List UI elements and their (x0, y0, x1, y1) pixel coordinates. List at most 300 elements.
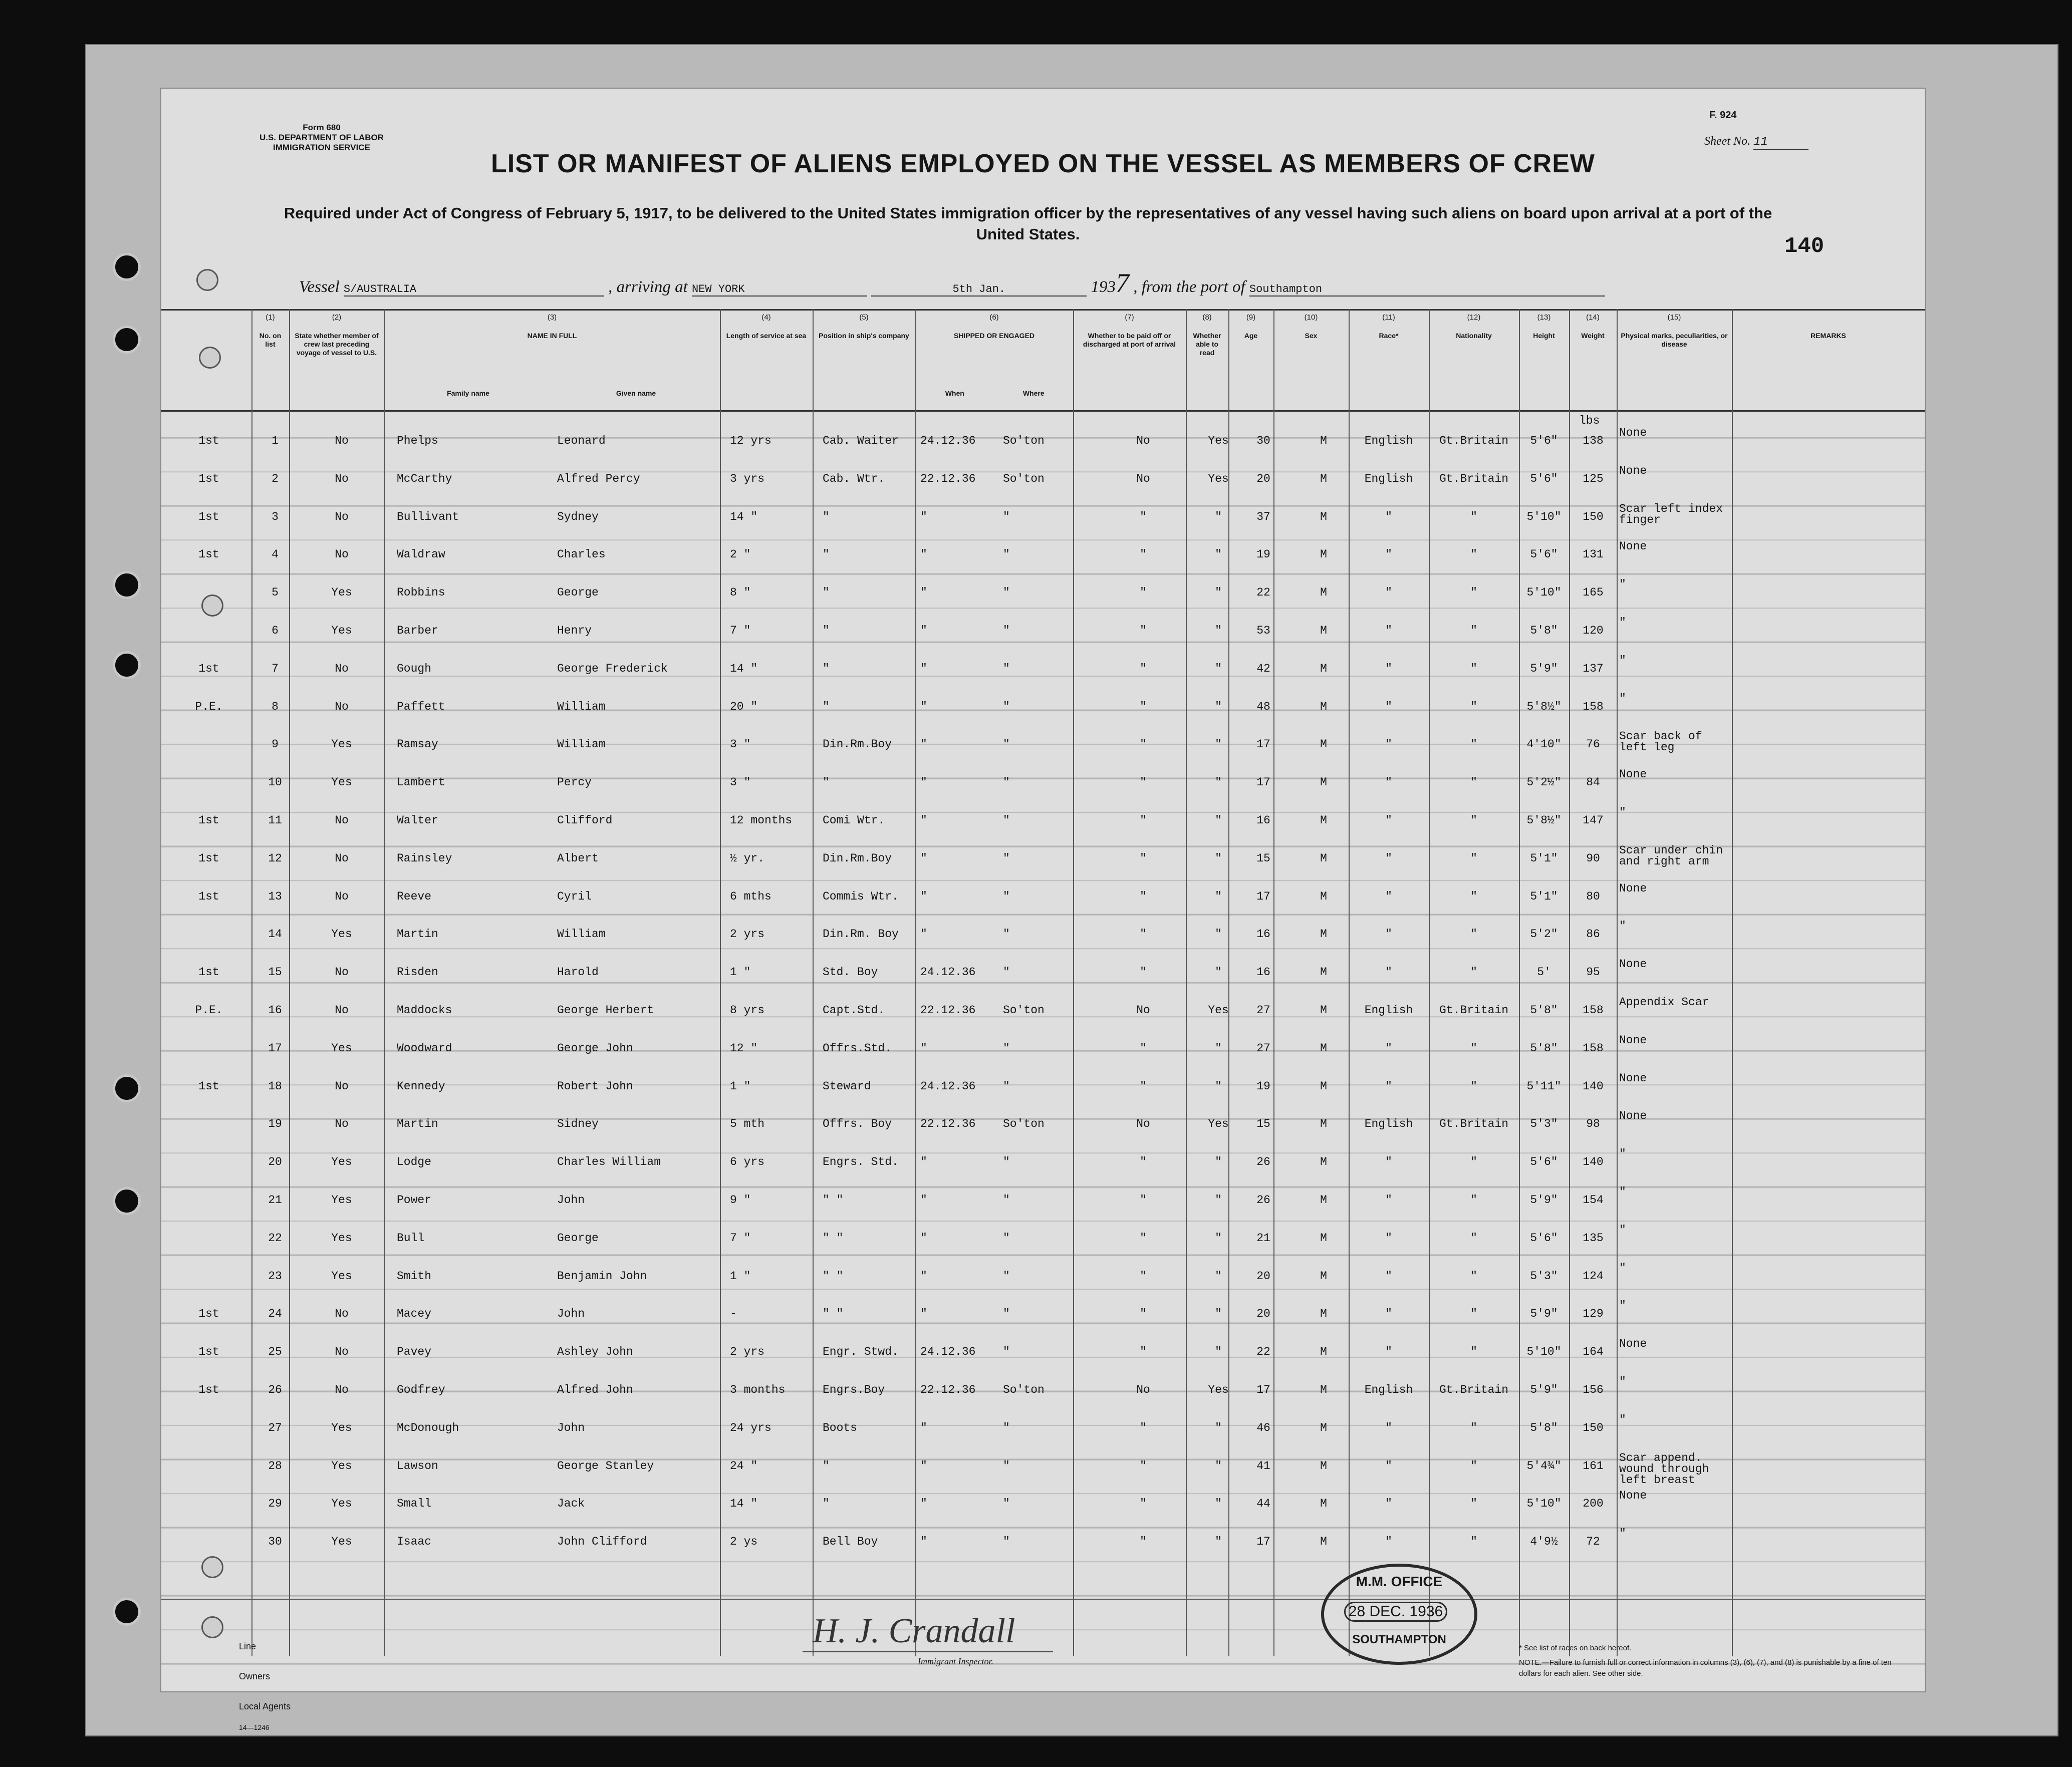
cell-race: " (1385, 1345, 1392, 1359)
cell-marks: Scar under chin and right arm (1619, 843, 1723, 868)
column-number: (13) (1537, 313, 1551, 322)
cell-family: Smith (397, 1269, 432, 1283)
cell-service: 7 " (730, 1231, 751, 1245)
cell-sex: M (1320, 586, 1327, 600)
cell-paid: " (1140, 1421, 1147, 1434)
cell-age: 26 (1256, 1194, 1270, 1207)
cell-sex: M (1320, 662, 1327, 675)
vessel-label: Vessel (299, 278, 340, 296)
cell-marks: None (1619, 1337, 1647, 1351)
cell-when: " (920, 1421, 927, 1434)
page-number: 140 (1784, 234, 1825, 259)
cell-when: " (920, 738, 927, 751)
cell-mark: 1st (198, 510, 219, 523)
column-subheader: Given name (616, 389, 656, 397)
cell-where: So'ton (1003, 434, 1045, 447)
cell-race: English (1364, 472, 1413, 485)
table-row (161, 1106, 1925, 1144)
cell-service: 6 yrs (730, 1155, 765, 1169)
cell-race: " (1385, 966, 1392, 979)
inspector-signature: H. J. Crandall (813, 1612, 1015, 1650)
cell-paid: " (1140, 548, 1147, 561)
cell-marks: Appendix Scar (1619, 996, 1709, 1009)
cell-service: 14 " (730, 1497, 758, 1511)
cell-height: 5' (1537, 966, 1551, 979)
column-number: (9) (1246, 313, 1256, 322)
cell-no: 16 (268, 1004, 282, 1017)
cell-family: Bull (397, 1231, 425, 1245)
cell-service: 1 " (730, 1269, 751, 1283)
cell-height: 5'9" (1530, 1194, 1558, 1207)
cell-position: " (823, 662, 830, 675)
cell-read: " (1215, 1269, 1222, 1283)
cell-age: 19 (1256, 1079, 1270, 1093)
cell-weight: 76 (1586, 738, 1600, 751)
cell-where: " (1003, 966, 1010, 979)
cell-nat: " (1470, 1231, 1477, 1245)
cell-height: 5'9" (1530, 662, 1558, 675)
cell-mark: 1st (198, 1383, 219, 1396)
cell-sex: M (1320, 1383, 1327, 1396)
cell-family: Gough (397, 662, 432, 675)
cell-when: " (920, 1194, 927, 1207)
cell-sex: M (1320, 738, 1327, 751)
cell-no: 11 (268, 814, 282, 827)
table-row (161, 1448, 1925, 1487)
column-number: (3) (547, 313, 557, 322)
form-number: F. 924 (1709, 110, 1737, 121)
cell-weight: 120 (1583, 624, 1604, 637)
cell-marks: None (1619, 1109, 1647, 1123)
column-number: (12) (1467, 313, 1481, 322)
column-number: (5) (859, 313, 869, 322)
cell-prev: Yes (331, 1194, 352, 1207)
cell-read: " (1215, 1079, 1222, 1093)
cell-weight: 158 (1583, 700, 1604, 713)
cell-when: " (920, 1041, 927, 1055)
cell-when: " (920, 1269, 927, 1283)
cell-family: Lawson (397, 1459, 438, 1472)
cell-paid: " (1140, 928, 1147, 941)
cell-marks: " (1619, 806, 1626, 819)
cell-height: 5'8" (1530, 1004, 1558, 1017)
cell-service: 2 yrs (730, 1345, 765, 1359)
cell-age: 17 (1256, 1383, 1270, 1396)
cell-nat: " (1470, 700, 1477, 713)
cell-marks: " (1619, 692, 1626, 705)
cell-height: 5'6" (1530, 1231, 1558, 1245)
cell-sex: M (1320, 1117, 1327, 1131)
cell-paid: " (1140, 1041, 1147, 1055)
cell-age: 46 (1256, 1421, 1270, 1434)
cell-when: 24.12.36 (920, 1345, 976, 1359)
cell-nat: " (1470, 662, 1477, 675)
cell-given: Robert John (557, 1079, 633, 1093)
cell-marks: Scar left index finger (1619, 502, 1723, 526)
footer-rule (161, 1599, 1925, 1600)
cell-sex: M (1320, 510, 1327, 523)
cell-service: 1 " (730, 1079, 751, 1093)
cell-mark: 1st (198, 434, 219, 447)
column-number: (8) (1202, 313, 1212, 322)
binder-hole (113, 326, 141, 354)
column-header: Sex (1305, 332, 1318, 340)
table-row (161, 727, 1925, 765)
column-number: (11) (1382, 313, 1395, 322)
cell-family: Lambert (397, 776, 445, 789)
cell-race: " (1385, 1459, 1392, 1472)
cell-given: William (557, 928, 606, 941)
cell-given: Alfred Percy (557, 472, 640, 485)
cell-race: " (1385, 1041, 1392, 1055)
cell-marks: Scar append. wound through left breast (1619, 1451, 1709, 1487)
cell-weight: 158 (1583, 1041, 1604, 1055)
column-header: NAME IN FULL (527, 332, 577, 340)
cell-race: " (1385, 1421, 1392, 1434)
table-row (161, 803, 1925, 841)
cell-height: 5'8" (1530, 1041, 1558, 1055)
cell-service: ½ yr. (730, 851, 765, 865)
cell-where: So'ton (1003, 1383, 1045, 1396)
cell-paid: " (1140, 1231, 1147, 1245)
cell-no: 21 (268, 1194, 282, 1207)
voyage-line (299, 267, 1605, 299)
cell-paid: No (1136, 1117, 1150, 1131)
cell-mark: 1st (198, 548, 219, 561)
cell-weight: 137 (1583, 662, 1604, 675)
cell-prev: Yes (331, 586, 352, 600)
cell-where: " (1003, 586, 1010, 600)
cell-height: 5'6" (1530, 472, 1558, 485)
cell-marks: " (1619, 1299, 1626, 1313)
cell-sex: M (1320, 548, 1327, 561)
cell-race: " (1385, 1307, 1392, 1321)
cell-no: 28 (268, 1459, 282, 1472)
cell-family: Small (397, 1497, 432, 1511)
cell-given: Charles (557, 548, 606, 561)
cell-given: Sydney (557, 510, 599, 523)
cell-given: Ashley John (557, 1345, 633, 1359)
cell-family: Macey (397, 1307, 432, 1321)
cell-given: Clifford (557, 814, 613, 827)
cell-weight: 125 (1583, 472, 1604, 485)
cell-prev: Yes (331, 1497, 352, 1511)
cell-where: " (1003, 700, 1010, 713)
cell-service: - (730, 1307, 737, 1321)
table-row (161, 461, 1925, 499)
cell-race: " (1385, 510, 1392, 523)
cell-family: McCarthy (397, 472, 452, 485)
cell-read: " (1215, 1497, 1222, 1511)
cell-weight: 90 (1586, 851, 1600, 865)
cell-given: Cyril (557, 890, 592, 903)
cell-service: 14 " (730, 662, 758, 675)
cell-weight: 98 (1586, 1117, 1600, 1131)
page-title: LIST OR MANIFEST OF ALIENS EMPLOYED ON THE VESSEL AS MEMBERS OF CREW (491, 149, 1595, 178)
cell-weight: 95 (1586, 966, 1600, 979)
column-header: No. on list (259, 332, 282, 348)
cell-position: " (823, 1459, 830, 1472)
cell-nat: " (1470, 776, 1477, 789)
cell-read: " (1215, 662, 1222, 675)
table-row (161, 1296, 1925, 1334)
cell-age: 41 (1256, 1459, 1270, 1472)
cell-position: Steward (823, 1079, 871, 1093)
cell-weight: 156 (1583, 1383, 1604, 1396)
cell-paid: " (1140, 1307, 1147, 1321)
cell-height: 5'1" (1530, 890, 1558, 903)
cell-prev: Yes (331, 928, 352, 941)
cell-race: English (1364, 1383, 1413, 1396)
cell-race: " (1385, 624, 1392, 637)
cell-race: " (1385, 814, 1392, 827)
cell-mark: 1st (198, 1307, 219, 1321)
cell-sex: M (1320, 1004, 1327, 1017)
column-header: Whether to be paid off or discharged at port of arrival (1083, 332, 1176, 348)
cell-service: 7 " (730, 624, 751, 637)
cell-prev: No (335, 851, 349, 865)
cell-no: 24 (268, 1307, 282, 1321)
cell-position: Commis Wtr. (823, 890, 899, 903)
cell-given: Harold (557, 966, 599, 979)
table-row (161, 917, 1925, 955)
column-number: (1) (266, 313, 275, 322)
cell-read: " (1215, 700, 1222, 713)
cell-age: 44 (1256, 1497, 1270, 1511)
cell-sex: M (1320, 1079, 1327, 1093)
cell-height: 5'3" (1530, 1117, 1558, 1131)
cell-when: " (920, 586, 927, 600)
cell-sex: M (1320, 624, 1327, 637)
cell-weight: 129 (1583, 1307, 1604, 1321)
cell-weight: 165 (1583, 586, 1604, 600)
cell-given: George (557, 586, 599, 600)
cell-weight: 154 (1583, 1194, 1604, 1207)
cell-family: Phelps (397, 434, 438, 447)
sheet-number (1704, 135, 1808, 150)
cell-race: " (1385, 928, 1392, 941)
cell-read: " (1215, 1535, 1222, 1549)
cell-marks: " (1619, 578, 1626, 592)
cell-height: 5'4¾" (1526, 1459, 1562, 1472)
cell-age: 20 (1256, 1269, 1270, 1283)
cell-read: " (1215, 1155, 1222, 1169)
cell-height: 5'9" (1530, 1307, 1558, 1321)
cell-given: George Herbert (557, 1004, 654, 1017)
cell-weight: 124 (1583, 1269, 1604, 1283)
cell-no: 8 (272, 700, 279, 713)
inspector-label: Immigrant Inspector. (918, 1656, 993, 1666)
cell-where: " (1003, 662, 1010, 675)
cell-marks: Scar back of left leg (1619, 730, 1702, 754)
cell-when: 24.12.36 (920, 1079, 976, 1093)
cell-nat: " (1470, 548, 1477, 561)
cell-service: 2 " (730, 548, 751, 561)
cell-sex: M (1320, 1497, 1327, 1511)
cell-weight: 150 (1583, 510, 1604, 523)
cell-race: " (1385, 1194, 1392, 1207)
cell-prev: No (335, 966, 349, 979)
vessel-name: S/AUSTRALIA (344, 283, 604, 297)
cell-family: Rainsley (397, 851, 452, 865)
binder-hole (113, 1187, 141, 1215)
cell-nat: " (1470, 1269, 1477, 1283)
cell-where: So'ton (1003, 472, 1045, 485)
cell-no: 4 (272, 548, 279, 561)
cell-no: 29 (268, 1497, 282, 1511)
cell-paid: " (1140, 966, 1147, 979)
service: IMMIGRATION SERVICE (273, 143, 370, 152)
cell-weight: 80 (1586, 890, 1600, 903)
column-header: Race* (1379, 332, 1399, 340)
cell-position: " (823, 586, 830, 600)
cell-height: 4'10" (1526, 738, 1562, 751)
cell-position: Bell Boy (823, 1535, 878, 1549)
column-number: (2) (332, 313, 342, 322)
cell-when: 24.12.36 (920, 434, 976, 447)
cell-marks: " (1619, 1223, 1626, 1237)
cell-given: John Clifford (557, 1535, 647, 1549)
cell-sex: M (1320, 1041, 1327, 1055)
cell-position: " " (823, 1307, 844, 1321)
cell-age: 15 (1256, 851, 1270, 865)
cell-position: " (823, 548, 830, 561)
cell-prev: No (335, 890, 349, 903)
year-suffix: 7 (1116, 268, 1129, 298)
cell-paid: " (1140, 1194, 1147, 1207)
cell-paid: " (1140, 1535, 1147, 1549)
cell-when: " (920, 662, 927, 675)
cell-when: 22.12.36 (920, 1004, 976, 1017)
cell-age: 27 (1256, 1041, 1270, 1055)
column-number: (10) (1304, 313, 1318, 322)
cell-nat: " (1470, 1155, 1477, 1169)
cell-nat: " (1470, 851, 1477, 865)
cell-race: " (1385, 738, 1392, 751)
cell-read: " (1215, 1459, 1222, 1472)
cell-nat: " (1470, 1079, 1477, 1093)
cell-race: " (1385, 700, 1392, 713)
cell-race: " (1385, 548, 1392, 561)
cell-read: Yes (1208, 434, 1229, 447)
cell-where: " (1003, 1307, 1010, 1321)
cell-race: " (1385, 890, 1392, 903)
cell-position: Boots (823, 1421, 858, 1434)
cell-when: " (920, 928, 927, 941)
cell-nat: " (1470, 510, 1477, 523)
cell-position: Cab. Waiter (823, 434, 899, 447)
cell-marks: None (1619, 426, 1647, 439)
cell-service: 8 " (730, 586, 751, 600)
cell-age: 15 (1256, 1117, 1270, 1131)
cell-read: " (1215, 814, 1222, 827)
cell-sex: M (1320, 472, 1327, 485)
cell-position: Offrs.Std. (823, 1041, 892, 1055)
column-header: Age (1244, 332, 1258, 340)
cell-no: 14 (268, 928, 282, 941)
cell-paid: " (1140, 1497, 1147, 1511)
cell-height: 5'2½" (1526, 776, 1562, 789)
cell-marks: " (1619, 1261, 1626, 1275)
cell-height: 5'3" (1530, 1269, 1558, 1283)
cell-prev: No (335, 1345, 349, 1359)
cell-when: " (920, 548, 927, 561)
cell-age: 16 (1256, 814, 1270, 827)
table-row (161, 689, 1925, 727)
cell-sex: M (1320, 1269, 1327, 1283)
table-row (161, 423, 1925, 461)
cell-nat: " (1470, 966, 1477, 979)
cell-marks: None (1619, 1489, 1647, 1503)
cell-prev: No (335, 700, 349, 713)
table-row (161, 955, 1925, 993)
cell-weight: 161 (1583, 1459, 1604, 1472)
cell-nat: " (1470, 1535, 1477, 1549)
cell-service: 14 " (730, 510, 758, 523)
column-header: Length of service at sea (726, 332, 807, 340)
cell-where: " (1003, 510, 1010, 523)
arrival-port: NEW YORK (692, 283, 867, 297)
cell-mark: 1st (198, 472, 219, 485)
cell-no: 5 (272, 586, 279, 600)
cell-prev: No (335, 434, 349, 447)
from-label: , from the port of (1133, 278, 1245, 296)
cell-given: Henry (557, 624, 592, 637)
cell-read: " (1215, 624, 1222, 637)
agents-label: Local Agents (239, 1701, 291, 1711)
cell-nat: " (1470, 1459, 1477, 1472)
cell-position: " (823, 510, 830, 523)
cell-position: Din.Rm. Boy (823, 928, 899, 941)
cell-weight: 158 (1583, 1004, 1604, 1017)
cell-position: Capt.Std. (823, 1004, 885, 1017)
cell-age: 27 (1256, 1004, 1270, 1017)
cell-paid: " (1140, 814, 1147, 827)
page-subtitle: Required under Act of Congress of February 5, 1917, to be delivered to the United States immigration officer by the representatives of any vessel having such aliens on board upon arrival at a port of the United States. (284, 204, 1772, 243)
cell-prev: No (335, 472, 349, 485)
cell-no: 25 (268, 1345, 282, 1359)
cell-mark: 1st (198, 814, 219, 827)
cell-age: 21 (1256, 1231, 1270, 1245)
column-number: (4) (761, 313, 771, 322)
cell-prev: No (335, 1117, 349, 1131)
column-header: State whether member of crew last preceding voyage of vessel to U.S. (295, 332, 379, 357)
cell-service: 12 months (730, 814, 793, 827)
cell-prev: Yes (331, 1231, 352, 1245)
cell-read: " (1215, 851, 1222, 865)
cell-where: " (1003, 814, 1010, 827)
cell-paid: " (1140, 1345, 1147, 1359)
cell-sex: M (1320, 966, 1327, 979)
cell-sex: M (1320, 776, 1327, 789)
cell-read: " (1215, 1041, 1222, 1055)
binder-hole (113, 1074, 141, 1102)
cell-read: " (1215, 890, 1222, 903)
cell-prev: Yes (331, 1155, 352, 1169)
cell-position: Cab. Wtr. (823, 472, 885, 485)
cell-family: Martin (397, 928, 438, 941)
cell-mark: 1st (198, 851, 219, 865)
cell-when: " (920, 510, 927, 523)
cell-position: Engrs.Boy (823, 1383, 885, 1396)
table-row (161, 1069, 1925, 1107)
cell-age: 17 (1256, 890, 1270, 903)
cell-family: Kennedy (397, 1079, 445, 1093)
cell-family: Ramsay (397, 738, 438, 751)
cell-where: " (1003, 548, 1010, 561)
cell-paid: No (1136, 1383, 1150, 1396)
cell-given: George John (557, 1041, 633, 1055)
